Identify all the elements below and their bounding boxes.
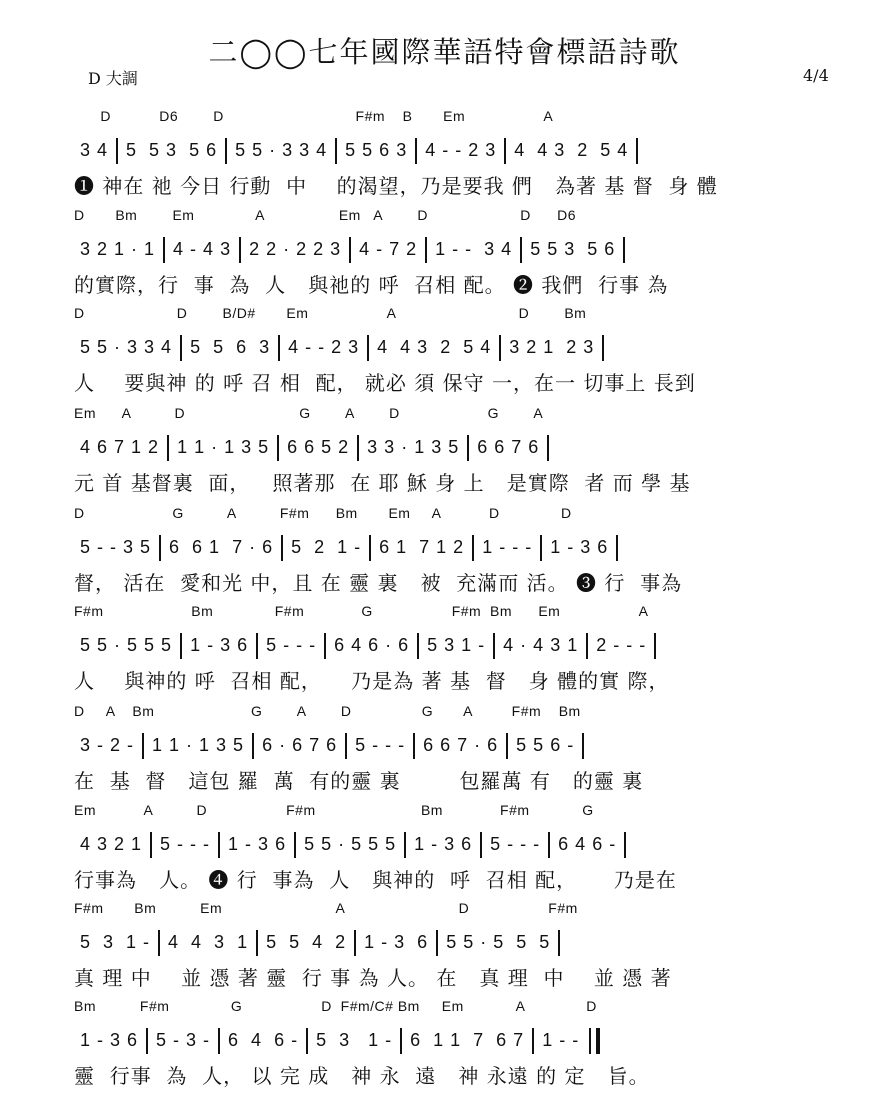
- chord-line: Bm F#m G D F#m/C# Bm Em A D: [74, 998, 597, 1014]
- barline: [252, 733, 254, 759]
- measure-notes: 1 - 3 6: [190, 635, 249, 655]
- barline: [278, 335, 280, 361]
- score-system: [74, 305, 834, 401]
- barline: [150, 832, 152, 858]
- notation-line: [74, 926, 834, 962]
- measure: [371, 331, 497, 363]
- measure: [339, 134, 413, 166]
- song-title: 二◯◯七年國際華語特會標語詩歌: [208, 35, 681, 69]
- measure: [310, 1024, 398, 1056]
- measure: [408, 828, 478, 860]
- measure-notes: 5 - - -: [160, 834, 211, 854]
- score-system: [74, 998, 834, 1094]
- measure-notes: 5 5 · 3 3 4: [235, 140, 328, 160]
- measure-notes: 1 - 3 6: [228, 834, 287, 854]
- measure: [74, 531, 157, 563]
- measure-notes: 5 5 · 3 3 4: [80, 337, 173, 357]
- measure-notes: 1 1 · 1 3 5: [177, 437, 270, 457]
- measure: [471, 431, 545, 463]
- score-system: [74, 505, 834, 601]
- notation-line: [74, 233, 834, 269]
- measure-notes: 5 5 · 5 5 5: [304, 834, 397, 854]
- notation-line: [74, 629, 834, 665]
- measure: [285, 531, 367, 563]
- lyric-line: 督， 活在 愛和光 中，且 在 靈 裏 被 充滿而 活。 ❸ 行 事為: [74, 571, 683, 595]
- measure: [184, 629, 254, 661]
- lyric-line: 真 理 中 並 憑 著 靈 行 事 為 人。 在 真 理 中 並 憑 著: [74, 966, 672, 990]
- measure: [544, 531, 614, 563]
- barline: [506, 733, 508, 759]
- chord-line: Em A D G A D G A: [74, 405, 544, 421]
- barline: [218, 1028, 220, 1054]
- barline: [345, 733, 347, 759]
- barline: [425, 237, 427, 263]
- measure: [74, 729, 140, 761]
- chord-line: F#m Bm Em A D F#m: [74, 900, 578, 916]
- measure: [243, 233, 347, 265]
- measure: [184, 331, 276, 363]
- measure: [150, 1024, 216, 1056]
- measure-notes: 5 5 3 5 6: [530, 239, 616, 259]
- lyric-line: 在 基 督 這包 羅 萬 有的靈 裏 包羅萬 有 的靈 裏: [74, 769, 644, 793]
- measure-notes: 1 - -: [542, 1030, 580, 1050]
- measure: [222, 828, 292, 860]
- measure: [361, 431, 465, 463]
- measure: [74, 431, 165, 463]
- barline: [218, 832, 220, 858]
- measure-notes: 5 5 3 5 6: [126, 140, 218, 160]
- measure-notes: 4 4 3 1: [168, 932, 249, 952]
- measure: [260, 926, 352, 958]
- measure: [167, 233, 237, 265]
- measure: [497, 629, 584, 661]
- measure: [349, 729, 411, 761]
- chord-line: Em A D F#m Bm F#m G: [74, 802, 594, 818]
- measure-notes: 6 4 6 -: [228, 1030, 299, 1050]
- measure: [256, 729, 343, 761]
- measure-notes: 6 6 7 6: [477, 437, 540, 457]
- barline: [349, 237, 351, 263]
- measure: [74, 233, 161, 265]
- barline: [159, 535, 161, 561]
- measure: [298, 828, 402, 860]
- measure-notes: 5 5 4 2: [266, 932, 347, 952]
- measure-notes: 1 - - -: [482, 537, 533, 557]
- measure: [358, 926, 434, 958]
- barline: [636, 138, 638, 164]
- measure-notes: 3 2 1 · 1: [80, 239, 156, 259]
- notation-line: [74, 531, 834, 567]
- measure-notes: 5 5 6 3: [345, 140, 408, 160]
- notation-line: [74, 1024, 834, 1060]
- notation-line: [74, 729, 834, 765]
- lyric-line: ❶ 神在 祂 今日 行動 中 的渴望，乃是要我 們 為著 基 督 身 體: [74, 174, 718, 198]
- measure-notes: 6 6 5 2: [287, 437, 350, 457]
- measure-notes: 4 - - 2 3: [288, 337, 360, 357]
- measure-notes: 4 6 7 1 2: [80, 437, 160, 457]
- barline: [467, 435, 469, 461]
- measure: [417, 729, 504, 761]
- measure: [74, 926, 156, 958]
- lyric-line: 行事為 人。 ❹ 行 事為 人 與神的 呼 召相 配， 乃是在: [74, 868, 677, 892]
- measure-notes: 5 - 3 -: [156, 1030, 211, 1050]
- lyric-line: 的實際，行 事 為 人 與祂的 呼 召相 配。 ❷ 我們 行事 為: [74, 273, 669, 297]
- measure: [429, 233, 518, 265]
- measure-notes: 5 3 1 -: [80, 932, 151, 952]
- measure-notes: 5 5 · 5 5 5: [446, 932, 551, 952]
- barline: [520, 237, 522, 263]
- barline: [369, 535, 371, 561]
- barline: [146, 1028, 148, 1054]
- barline: [180, 633, 182, 659]
- measure-notes: 4 4 3 2 5 4: [377, 337, 492, 357]
- lyric-line: 元 首 基督裏 面， 照著那 在 耶 穌 身 上 是實際 者 而 學 基: [74, 471, 691, 495]
- barline: [256, 930, 258, 956]
- barline: [586, 633, 588, 659]
- measure-notes: 3 - 2 -: [80, 735, 135, 755]
- barline: [324, 633, 326, 659]
- measure: [163, 531, 279, 563]
- measure-notes: 3 3 · 1 3 5: [367, 437, 460, 457]
- notation-line: [74, 331, 834, 367]
- measure-notes: 6 6 1 7 · 6: [169, 537, 274, 557]
- barline: [547, 435, 549, 461]
- lyric-line: 人 要與神 的 呼 召 相 配， 就必 須 保守 一，在一 切事上 長到: [74, 371, 696, 395]
- measure: [281, 431, 355, 463]
- barline: [624, 832, 626, 858]
- barline: [602, 335, 604, 361]
- notation-line: [74, 828, 834, 864]
- barline: [158, 930, 160, 956]
- score-system: [74, 207, 834, 303]
- measure: [484, 828, 546, 860]
- measure-notes: 4 - - 2 3: [425, 140, 497, 160]
- barline: [616, 535, 618, 561]
- measure-notes: 5 5 6 -: [516, 735, 575, 755]
- measure-notes: 3 2 1 2 3: [509, 337, 595, 357]
- measure-notes: 5 - - -: [266, 635, 317, 655]
- measure-notes: 4 - 7 2: [359, 239, 418, 259]
- barline: [472, 535, 474, 561]
- measure-notes: 1 - 3 6: [414, 834, 473, 854]
- measure: [74, 134, 114, 166]
- measure: [510, 729, 580, 761]
- barline: [499, 335, 501, 361]
- measure: [503, 331, 600, 363]
- measure-notes: 1 - - 3 4: [435, 239, 513, 259]
- chord-line: D A Bm G A D G A F#m Bm: [74, 703, 581, 719]
- measure-notes: 3 4: [80, 140, 109, 160]
- measure: [74, 828, 148, 860]
- score-system: [74, 405, 834, 501]
- measure: [524, 233, 621, 265]
- barline: [504, 138, 506, 164]
- chord-line: D D B/D# Em A D Bm: [74, 305, 587, 321]
- measure-notes: 6 6 7 · 6: [423, 735, 499, 755]
- measure: [552, 828, 622, 860]
- measure: [146, 729, 250, 761]
- measure: [229, 134, 333, 166]
- score-system: [74, 703, 834, 799]
- barline: [167, 435, 169, 461]
- barline: [654, 633, 656, 659]
- measure: [162, 926, 254, 958]
- measure-notes: 5 5 · 5 5 5: [80, 635, 173, 655]
- measure-notes: 5 5 6 3: [190, 337, 271, 357]
- barline: [400, 1028, 402, 1054]
- barline: [294, 832, 296, 858]
- barline: [548, 832, 550, 858]
- barline: [404, 832, 406, 858]
- chord-line: D D6 D F#m B Em A: [74, 108, 554, 124]
- barline: [116, 138, 118, 164]
- measure-notes: 5 3 1 -: [427, 635, 486, 655]
- barline: [256, 633, 258, 659]
- barline: [335, 138, 337, 164]
- barline: [277, 435, 279, 461]
- measure-notes: 1 - 3 6: [80, 1030, 139, 1050]
- measure-notes: 4 - 4 3: [173, 239, 232, 259]
- measure: [171, 431, 275, 463]
- measure-notes: 1 - 3 6: [550, 537, 609, 557]
- barline: [357, 435, 359, 461]
- barline: [623, 237, 625, 263]
- barline: [417, 633, 419, 659]
- notation-line: [74, 134, 834, 170]
- measure-notes: 5 2 1 -: [291, 537, 362, 557]
- measure: [222, 1024, 304, 1056]
- measure: [419, 134, 502, 166]
- chord-line: F#m Bm F#m G F#m Bm Em A: [74, 603, 649, 619]
- chord-line: D G A F#m Bm Em A D D: [74, 505, 572, 521]
- measure: [282, 331, 365, 363]
- measure: [373, 531, 470, 563]
- barline: [142, 733, 144, 759]
- score-system: [74, 900, 834, 996]
- measure-notes: 2 - - -: [596, 635, 647, 655]
- measure: [74, 1024, 144, 1056]
- measure: [536, 1024, 585, 1056]
- score-system: [74, 108, 834, 204]
- measure-notes: 6 1 7 1 2: [379, 537, 465, 557]
- score-system: [74, 802, 834, 898]
- measure: [74, 331, 178, 363]
- measure: [440, 926, 556, 958]
- measure: [508, 134, 634, 166]
- key-signature: D 大調: [88, 69, 138, 88]
- barline: [281, 535, 283, 561]
- barline: [493, 633, 495, 659]
- barline: [367, 335, 369, 361]
- measure-notes: 4 3 2 1: [80, 834, 143, 854]
- measure-notes: 1 1 · 1 3 5: [152, 735, 245, 755]
- measure-notes: 5 - - -: [355, 735, 406, 755]
- barline: [225, 138, 227, 164]
- barline: [413, 733, 415, 759]
- measure-notes: 6 1 1 7 6 7: [410, 1030, 525, 1050]
- notation-line: [74, 431, 834, 467]
- measure: [590, 629, 652, 661]
- measure-notes: 6 4 6 · 6: [334, 635, 410, 655]
- lyric-line: 人 與神的 呼 召相 配， 乃是為 著 基 督 身 體的實 際，: [74, 669, 670, 693]
- measure: [353, 233, 423, 265]
- barline: [180, 335, 182, 361]
- measure: [476, 531, 538, 563]
- barline: [239, 237, 241, 263]
- measure-notes: 5 - - -: [490, 834, 541, 854]
- measure: [120, 134, 223, 166]
- barline: [415, 138, 417, 164]
- measure: [260, 629, 322, 661]
- chord-line: D Bm Em A Em A D D D6: [74, 207, 577, 223]
- measure: [154, 828, 216, 860]
- measure: [421, 629, 491, 661]
- measure-notes: 5 3 1 -: [316, 1030, 393, 1050]
- lyric-line: 靈 行事 為 人， 以 完 成 神 永 遠 神 永遠 的 定 旨。: [74, 1064, 650, 1088]
- measure-notes: 5 - - 3 5: [80, 537, 152, 557]
- measure: [328, 629, 415, 661]
- score-system: [74, 603, 834, 699]
- barline: [354, 930, 356, 956]
- measure: [404, 1024, 530, 1056]
- barline: [306, 1028, 308, 1054]
- measure: [74, 629, 178, 661]
- barline: [480, 832, 482, 858]
- barline: [436, 930, 438, 956]
- time-signature: 4/4: [803, 66, 829, 85]
- measure-notes: 2 2 · 2 2 3: [249, 239, 342, 259]
- final-barline: [589, 1028, 600, 1054]
- barline: [582, 733, 584, 759]
- barline: [532, 1028, 534, 1054]
- barline: [163, 237, 165, 263]
- measure-notes: 4 4 3 2 5 4: [514, 140, 629, 160]
- measure-notes: 4 · 4 3 1: [503, 635, 579, 655]
- barline: [558, 930, 560, 956]
- measure-notes: 6 · 6 7 6: [262, 735, 338, 755]
- measure-notes: 6 4 6 -: [558, 834, 617, 854]
- barline: [540, 535, 542, 561]
- measure-notes: 1 - 3 6: [364, 932, 429, 952]
